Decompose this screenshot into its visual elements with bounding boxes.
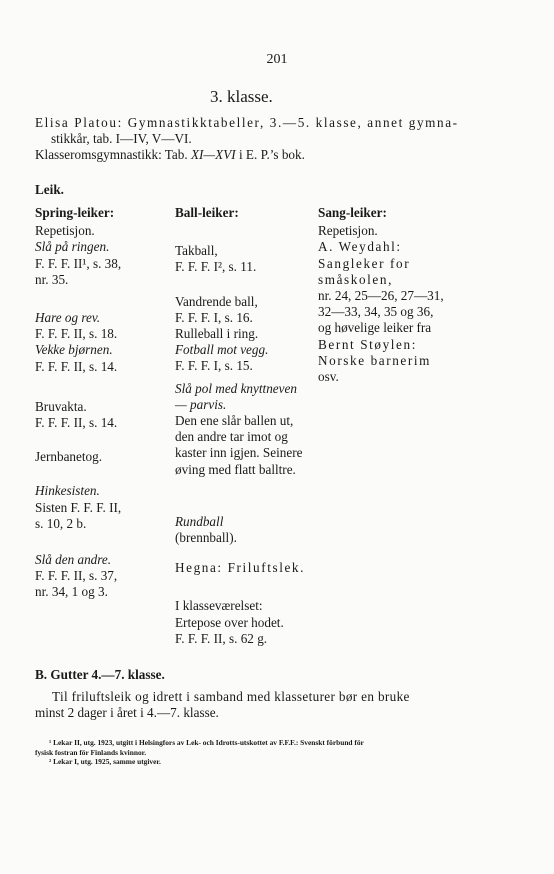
list-item: s. 10, 2 b. (35, 515, 87, 531)
list-item: Vekke bjørnen. (35, 342, 113, 358)
list-item: Bruvakta. (35, 398, 87, 414)
list-item: (brennball). (175, 530, 237, 546)
list-item: nr. 34, 1 og 3. (35, 584, 108, 600)
list-item: kaster inn igjen. Seinere (175, 445, 303, 461)
footnote: ¹ Lekar II, utg. 1923, utgitt i Helsingfors av Lek- och Idrotts-utskottet av F.F.F.: Svenskt förbund för (49, 738, 364, 747)
section-b-text-line-1: Til friluftsleik og idrett i samband med klasseturer bør en bruke (52, 689, 410, 704)
list-item: Bernt Støylen: (318, 336, 417, 352)
spring-leiker-column (35, 205, 121, 601)
column-heading: Sang-leiker: (318, 205, 387, 220)
list-item: Repetisjon. (318, 223, 378, 239)
list-item: Sisten F. F. F. II, (35, 499, 122, 515)
section-heading-b: B. Gutter 4.—7. klasse. (35, 667, 165, 682)
list-item: A. Weydahl: (318, 239, 402, 255)
list-item: øving med flatt balltre. (175, 461, 296, 477)
footnote: fysisk fostran för Finlands kvinnor. (35, 747, 147, 757)
list-item: F. F. F. II¹, s. 38, (35, 255, 122, 271)
column-heading: Spring-leiker: (35, 205, 115, 220)
list-item: Ertepose over hodet. (175, 614, 284, 630)
list-item: og høvelige leiker fra (318, 320, 432, 336)
list-item: Repetisjon. (35, 223, 95, 239)
page-title: 3. klasse. (210, 87, 273, 106)
list-item: F. F. F. II, s. 14. (35, 415, 118, 431)
list-item: nr. 35. (35, 271, 69, 287)
intro-line-2: stikkår, tab. I—IV, V—VI. (51, 131, 192, 146)
list-item: F. F. F. I, s. 16. (175, 309, 253, 325)
list-item: I klasseværelset: (175, 598, 263, 614)
section-heading-leik: Leik. (35, 182, 64, 197)
footnotes (35, 738, 364, 767)
list-item: Slå på ringen. (35, 239, 110, 255)
sang-leiker-column (318, 205, 444, 385)
list-item: F. F. F. II, s. 18. (35, 326, 118, 342)
list-item: Fotball mot vegg. (175, 342, 269, 358)
list-item: 32—33, 34, 35 og 36, (318, 304, 434, 320)
list-item: Slå den andre. (35, 552, 112, 568)
list-item: Hegna: Friluftslek. (175, 560, 306, 576)
list-item: Rulleball i ring. (175, 326, 259, 342)
list-item: Norske barnerim (318, 352, 431, 368)
list-item: nr. 24, 25—26, 27—31, (318, 288, 444, 304)
list-item: Takball, (175, 243, 218, 259)
list-item: Hare og rev. (35, 310, 101, 326)
list-item: småskolen, (318, 271, 393, 287)
list-item: Jernbanetog. (35, 449, 103, 465)
list-item: Den ene slår ballen ut, (175, 413, 294, 429)
list-item: Sangleker for (318, 255, 411, 271)
ball-leiker-column (175, 205, 305, 647)
list-item: F. F. F. II, s. 37, (35, 568, 118, 584)
author-name: Elisa Platou: (35, 115, 123, 130)
list-item: Slå pol med knyttneven (175, 380, 297, 396)
list-item: F. F. F. II, s. 62 g. (175, 630, 268, 646)
list-item: den andre tar imot og (175, 429, 288, 445)
page-number: 201 (266, 52, 288, 67)
list-item: Rundball (175, 513, 224, 529)
intro-line-1: Elisa Platou: Gymnastikktabeller, 3.—5. klasse, annet gymna- (35, 115, 459, 130)
list-item: Vandrende ball, (175, 293, 258, 309)
intro-line-3: Klasseromsgymnastikk: Tab. XI—XVI i E. P.’s bok. (35, 147, 305, 162)
column-heading: Ball-leiker: (175, 205, 239, 220)
footnote: ² Lekar I, utg. 1925, samme utgiver. (49, 757, 161, 767)
list-item: F. F. F. I, s. 15. (175, 358, 253, 374)
section-b-text-line-2: minst 2 dager i året i 4.—7. klasse. (35, 705, 219, 720)
list-item: Hinkesisten. (35, 483, 100, 499)
list-item: F. F. F. I², s. 11. (175, 259, 257, 275)
list-item: — parvis. (175, 396, 227, 412)
list-item: osv. (318, 369, 339, 385)
list-item: F. F. F. II, s. 14. (35, 358, 118, 374)
